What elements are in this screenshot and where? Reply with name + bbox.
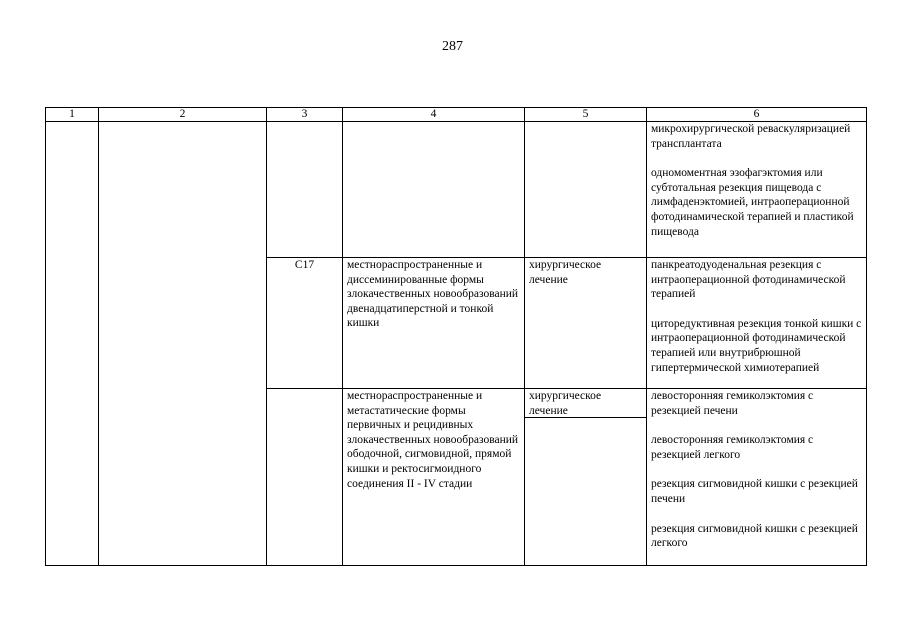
header-col-1: 1 <box>46 108 99 122</box>
procedure-text: циторедуктивная резекция тонкой кишки с интраоперационной фотодинамической терапией или внутрибрюшной гипертермической химиотерапией <box>651 317 862 374</box>
table-header-row <box>46 108 867 122</box>
cell-code <box>267 389 343 566</box>
procedure-text: резекция сигмовидной кишки с резекцией печени <box>651 478 858 505</box>
cell-col-2 <box>99 122 267 566</box>
cell-treatment <box>525 389 647 566</box>
cell-col-1 <box>46 122 99 566</box>
procedure-text: одномоментная эзофагэктомия или субтотальная резекция пищевода с лимфаденэктомией, интраоперационной фотодинамической терапией и пластикой пищевода <box>651 167 854 238</box>
cell-code-empty <box>267 122 343 258</box>
cell-procedures <box>647 258 867 389</box>
header-col-2: 2 <box>99 108 267 122</box>
procedure-text: левосторонняя гемиколэктомия с резекцией печени <box>651 390 814 417</box>
header-col-3: 3 <box>267 108 343 122</box>
procedure-text: микрохирургической реваскуляризацией трансплантата <box>651 123 851 150</box>
header-col-6: 6 <box>647 108 867 122</box>
cell-code: C17 <box>267 258 343 389</box>
cell-procedures <box>647 122 867 258</box>
procedure-text: левосторонняя гемиколэктомия с резекцией легкого <box>651 434 814 461</box>
cell-condition: местнораспространенные и диссеминированные формы злокачественных новообразований двенадцатиперстной и тонкой кишки <box>343 258 525 389</box>
procedures-table <box>45 107 867 566</box>
header-col-4: 4 <box>343 108 525 122</box>
procedure-text: панкреатодуоденальная резекция с интраоперационной фотодинамической терапией <box>651 259 846 301</box>
cell-procedures <box>647 389 867 566</box>
cell-treatment: хирургическое лечение <box>525 258 647 389</box>
cell-treatment-empty <box>525 122 647 258</box>
procedure-text: резекция сигмовидной кишки с резекцией легкого <box>651 522 858 550</box>
treatment-text: хирургическое лечение <box>525 389 646 418</box>
page-number: 287 <box>442 39 463 54</box>
header-col-5: 5 <box>525 108 647 122</box>
cell-condition-empty <box>343 122 525 258</box>
table-row <box>46 122 867 258</box>
cell-condition: местнораспространенные и метастатические формы первичных и рецидивных злокачественных новообразований ободочной, сигмовидной, прямой кишки и ректосигмоидного соединения II - IV стадии <box>343 389 525 566</box>
